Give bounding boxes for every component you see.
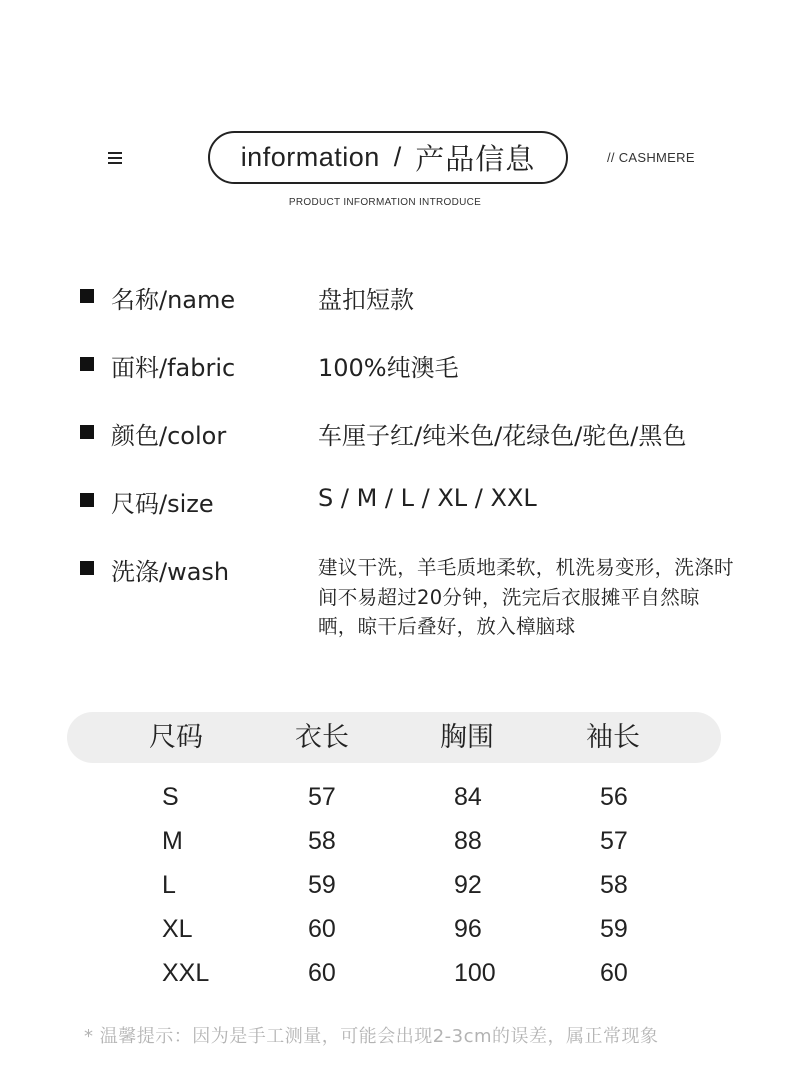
title-chinese: 产品信息 xyxy=(415,142,536,176)
table-cell: 60 xyxy=(308,915,336,943)
table-cell: 88 xyxy=(454,827,482,855)
table-cell: XL xyxy=(162,915,193,943)
bullet-square-icon xyxy=(80,493,94,507)
table-cell: 60 xyxy=(308,959,336,987)
table-cell: S xyxy=(162,783,179,811)
table-cell: 58 xyxy=(308,827,336,855)
title-separator: / xyxy=(393,142,402,172)
info-label: 尺码/size xyxy=(111,490,214,518)
title-english: information xyxy=(240,142,380,172)
table-cell: 57 xyxy=(600,827,628,855)
table-cell: 100 xyxy=(454,959,496,987)
table-cell: 96 xyxy=(454,915,482,943)
table-cell: 59 xyxy=(308,871,336,899)
info-label: 颜色/color xyxy=(111,422,227,450)
info-value: S / M / L / XL / XXL xyxy=(318,484,537,512)
table-row xyxy=(0,775,790,819)
table-cell: L xyxy=(162,871,176,899)
table-header-cell: 袖长 xyxy=(586,722,640,753)
bullet-square-icon xyxy=(80,561,94,575)
table-header-cell: 尺码 xyxy=(149,722,203,753)
info-label: 面料/fabric xyxy=(111,354,236,382)
table-row xyxy=(0,819,790,863)
table-header-cell: 胸围 xyxy=(440,722,494,753)
bullet-square-icon xyxy=(80,357,94,371)
table-row xyxy=(0,907,790,951)
table-cell: 60 xyxy=(600,959,628,987)
info-value: 车厘子红/纯米色/花绿色/驼色/黑色 xyxy=(318,422,687,450)
info-label: 名称/name xyxy=(111,286,236,314)
table-cell: 84 xyxy=(454,783,482,811)
bullet-square-icon xyxy=(80,289,94,303)
brand-tag: // CASHMERE xyxy=(607,150,695,165)
table-cell: 56 xyxy=(600,783,628,811)
section-subtitle: PRODUCT INFORMATION INTRODUCE xyxy=(288,197,482,208)
table-header-cell: 衣长 xyxy=(295,722,349,753)
table-cell: 57 xyxy=(308,783,336,811)
info-value: 建议干洗，羊毛质地柔软，机洗易变形，洗涤时间不易超过20分钟，洗完后衣服摊平自然晾晒，晾干后叠好，放入樟脑球 xyxy=(318,556,734,638)
table-cell: XXL xyxy=(162,959,210,987)
bullet-square-icon xyxy=(80,425,94,439)
info-value: 100%纯澳毛 xyxy=(318,354,459,382)
menu-icon xyxy=(108,152,122,164)
measurement-footnote: * 温馨提示：因为是手工测量，可能会出现2-3cm的误差，属正常现象 xyxy=(84,1026,659,1047)
table-cell: 92 xyxy=(454,871,482,899)
table-row xyxy=(0,863,790,907)
section-title-pill xyxy=(208,131,568,184)
info-label: 洗涤/wash xyxy=(111,558,230,586)
table-cell: 59 xyxy=(600,915,628,943)
info-value: 盘扣短款 xyxy=(318,286,414,314)
size-table-header xyxy=(67,712,721,763)
table-cell: M xyxy=(162,827,183,855)
table-cell: 58 xyxy=(600,871,628,899)
table-row xyxy=(0,951,790,995)
